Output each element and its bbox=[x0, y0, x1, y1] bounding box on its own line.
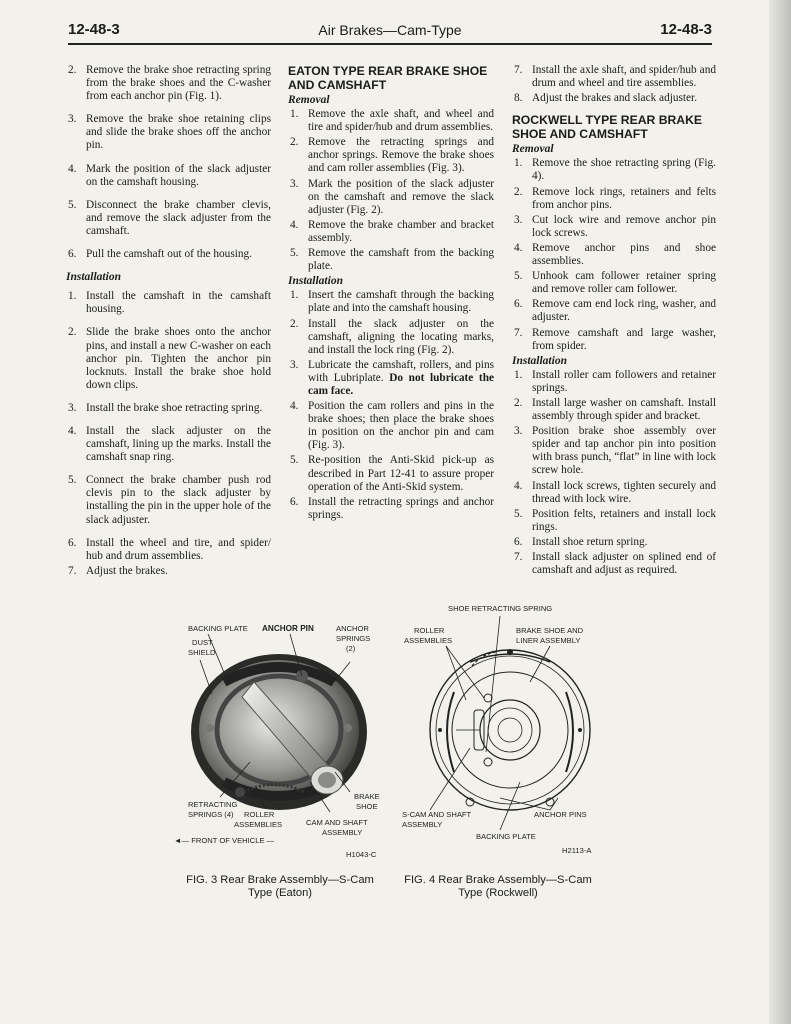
column-1 bbox=[66, 64, 271, 588]
step-item: 5. Remove the camshaft from the backing plate. bbox=[290, 247, 494, 273]
fig3-label-anchor-pin: ANCHOR PIN bbox=[262, 624, 314, 633]
step-item: 4. Install lock screws, tighten securely and thread with lock wire. bbox=[514, 479, 716, 505]
step-item: 6. Install the wheel and tire, and spider/ hub and drum assemblies. bbox=[68, 536, 271, 562]
fig3-label-retracting-1: RETRACTING bbox=[188, 800, 238, 809]
step-item: 8. Adjust the brakes and slack adjuster. bbox=[514, 92, 698, 105]
step-item: 2. Install the slack adjuster on the camshaft, aligning the locating marks, and install the lock ring (Fig. 2). bbox=[290, 317, 494, 356]
lubrication-warning: Do not lubricate the cam face. bbox=[308, 371, 494, 397]
fig4-label-shoe-retracting-spring: SHOE RETRACTING SPRING bbox=[448, 604, 553, 613]
step-item: 3. Cut lock wire and remove anchor pin lock screws. bbox=[514, 213, 716, 239]
installation-heading: Installation bbox=[66, 271, 121, 284]
fig3-label-retracting-2: SPRINGS (4) bbox=[188, 810, 234, 819]
fig3-label-brake-1: BRAKE bbox=[354, 792, 380, 801]
fig4-label-roller-2: ASSEMBLIES bbox=[404, 636, 453, 645]
page-number-right: 12-48-3 bbox=[660, 21, 712, 38]
step-item: 3. Mark the position of the slack adjuster on the camshaft and remove the slack adjuster (Fig. 2). bbox=[290, 177, 494, 216]
column-2 bbox=[288, 64, 494, 524]
step-item: 4. Position the cam rollers and pins in the brake shoes; then place the brake shoes in position on the anchor pin and cam (Fig. 3). bbox=[290, 400, 494, 452]
step-item: 1. Install the camshaft in the camshaft housing. bbox=[68, 290, 271, 316]
fig4-label-scam-1: S-CAM AND SHAFT bbox=[402, 810, 472, 819]
fig3-label-cam-2: ASSEMBLY bbox=[322, 828, 363, 837]
installation-steps bbox=[288, 289, 494, 522]
removal-heading: Removal bbox=[288, 94, 330, 106]
step-item: 2. Install large washer on camshaft. Install assembly through spider and bracket. bbox=[514, 396, 716, 423]
fig3-label-front: FRONT OF VEHICLE bbox=[191, 836, 265, 845]
fig3-label-roller-2: ASSEMBLIES bbox=[234, 820, 283, 829]
fig3-label-cam-1: CAM AND SHAFT bbox=[306, 818, 368, 827]
fig3-label-roller-1: ROLLER bbox=[244, 810, 275, 819]
dash-line: — bbox=[266, 836, 275, 845]
fig3-label-dust-2: SHIELD bbox=[188, 648, 216, 657]
step-item: 2. Remove the brake shoe retracting spring from the brake shoes and the C-washer from each anchor pin (Fig. 1). bbox=[68, 64, 271, 103]
page-title: Air Brakes—Cam-Type bbox=[318, 22, 462, 38]
step-item: 7. Remove camshaft and large washer, from spider. bbox=[514, 326, 716, 352]
step-item: 7. Install the axle shaft, and spider/hub and drum and wheel and tire assemblies. bbox=[514, 64, 716, 90]
step-item: 4. Remove the brake chamber and bracket assembly. bbox=[290, 218, 494, 244]
step-item: 5. Disconnect the brake chamber clevis, and remove the slack adjuster from the camshaft. bbox=[68, 198, 271, 237]
step-item: 6. Install the retracting springs and anchor springs. bbox=[290, 495, 494, 521]
fig4-label-brake-shoe-1: BRAKE SHOE AND bbox=[516, 626, 584, 635]
fig4-label-roller-1: ROLLER bbox=[414, 626, 445, 635]
step-item: 1. Remove the axle shaft, and wheel and tire and spider/hub and drum assemblies. bbox=[290, 108, 494, 134]
page-edge bbox=[769, 0, 791, 1024]
fig3-caption: FIG. 3 Rear Brake Assembly—S-Cam Type (Eaton) bbox=[186, 874, 374, 899]
eaton-steps-continued bbox=[512, 64, 716, 105]
fig3-label-anchor-springs-3: (2) bbox=[346, 644, 356, 653]
step-item: 4. Remove anchor pins and shoe assemblies. bbox=[514, 241, 716, 268]
step-item: 3. Position brake shoe assembly over spider and tap anchor pin into position with brass punch, “flat” in line with lock screw hole. bbox=[514, 425, 716, 477]
step-item: 6. Pull the camshaft out of the housing. bbox=[68, 248, 252, 261]
step-item: 6. Remove cam end lock ring, washer, and adjuster. bbox=[514, 298, 716, 324]
step-item: 1. Install roller cam followers and retainer springs. bbox=[514, 368, 716, 394]
step-item: 3. Lubricate the camshaft, rollers, and pins with Lubriplate. Do not lubricate the cam face. bbox=[290, 358, 494, 397]
installation-heading: Installation bbox=[512, 354, 567, 367]
removal-steps bbox=[288, 108, 494, 273]
fig4-code: H2113-A bbox=[562, 846, 592, 855]
step-item: 3. Install the brake shoe retracting spring. bbox=[68, 401, 263, 414]
fig4-label-backing-plate: BACKING PLATE bbox=[476, 832, 536, 841]
page-header bbox=[68, 21, 712, 45]
step-item: 5. Re-position the Anti-Skid pick-up as described in Part 12-41 to assure proper operation of the Anti-Skid system. bbox=[290, 454, 494, 493]
fig4-label-anchor-pins: ANCHOR PINS bbox=[534, 810, 587, 819]
fig4-label-brake-shoe-2: LINER ASSEMBLY bbox=[516, 636, 581, 645]
fig4-label-scam-2: ASSEMBLY bbox=[402, 820, 443, 829]
fig3-code: H1043-C bbox=[346, 850, 377, 859]
step-item: 5. Connect the brake chamber push rod clevis pin to the slack adjuster by installing the pin in the upper hole of the slack adjuster. bbox=[68, 474, 271, 526]
section-title-eaton: EATON TYPE REAR BRAKE SHOE AND CAMSHAFT bbox=[288, 64, 488, 92]
removal-heading: Removal bbox=[512, 143, 554, 156]
step-item: 2. Remove lock rings, retainers and felts from anchor pins. bbox=[514, 185, 716, 211]
step-item: 4. Install the slack adjuster on the camshaft, lining up the marks. Install the camshaft snap ring. bbox=[68, 424, 271, 464]
step-item: 2. Remove the retracting springs and anchor springs. Remove the brake shoes and cam roller assemblies (Fig. 3). bbox=[290, 136, 494, 175]
page-number-left: 12-48-3 bbox=[68, 21, 120, 38]
step-item: 7. Adjust the brakes. bbox=[68, 564, 168, 577]
step-item: 7. Install slack adjuster on splined end of camshaft and adjust as required. bbox=[514, 551, 716, 577]
step-item: 5. Position felts, retainers and install lock rings. bbox=[514, 507, 716, 533]
fig4-caption: FIG. 4 Rear Brake Assembly—S-Cam Type (Rockwell) bbox=[404, 874, 592, 899]
step-item: 1. Insert the camshaft through the backing plate and into the camshaft housing. bbox=[290, 289, 494, 315]
step-item: 1. Remove the shoe retracting spring (Fig. 4). bbox=[514, 157, 716, 183]
fig3-label-brake-2: SHOE bbox=[356, 802, 378, 811]
column-3 bbox=[512, 64, 716, 579]
front-of-vehicle-indicator bbox=[174, 836, 274, 845]
figures-area bbox=[170, 602, 610, 902]
step-item: 5. Unhook cam follower retainer spring and remove roller cam follower. bbox=[514, 270, 716, 296]
step-item: 6. Install shoe return spring. bbox=[514, 535, 648, 548]
fig3-label-anchor-springs-2: SPRINGS bbox=[336, 634, 371, 643]
arrow-left-icon: ◄— bbox=[174, 836, 190, 845]
step-item: 2. Slide the brake shoes onto the anchor pins, and install a new C-washer on each anchor pin. Tighten the anchor pin locknuts. Install the brake shoe hold down clips. bbox=[68, 326, 271, 391]
step-item: 4. Mark the position of the slack adjuster on the camshaft housing. bbox=[68, 162, 271, 188]
installation-steps bbox=[66, 290, 271, 578]
removal-steps-continued bbox=[66, 64, 271, 261]
installation-heading: Installation bbox=[288, 275, 343, 288]
section-title-rockwell: ROCKWELL TYPE REAR BRAKE SHOE AND CAMSHAFT bbox=[512, 113, 703, 142]
fig3-label-anchor-springs-1: ANCHOR bbox=[336, 624, 369, 633]
fig3-label-backing-plate: BACKING PLATE bbox=[188, 624, 248, 633]
installation-steps bbox=[512, 369, 716, 577]
fig3-label-dust-1: DUST bbox=[192, 638, 213, 647]
removal-steps bbox=[512, 157, 716, 352]
step-item: 3. Remove the brake shoe retaining clips and slide the brake shoes off the anchor pin. bbox=[68, 113, 271, 152]
